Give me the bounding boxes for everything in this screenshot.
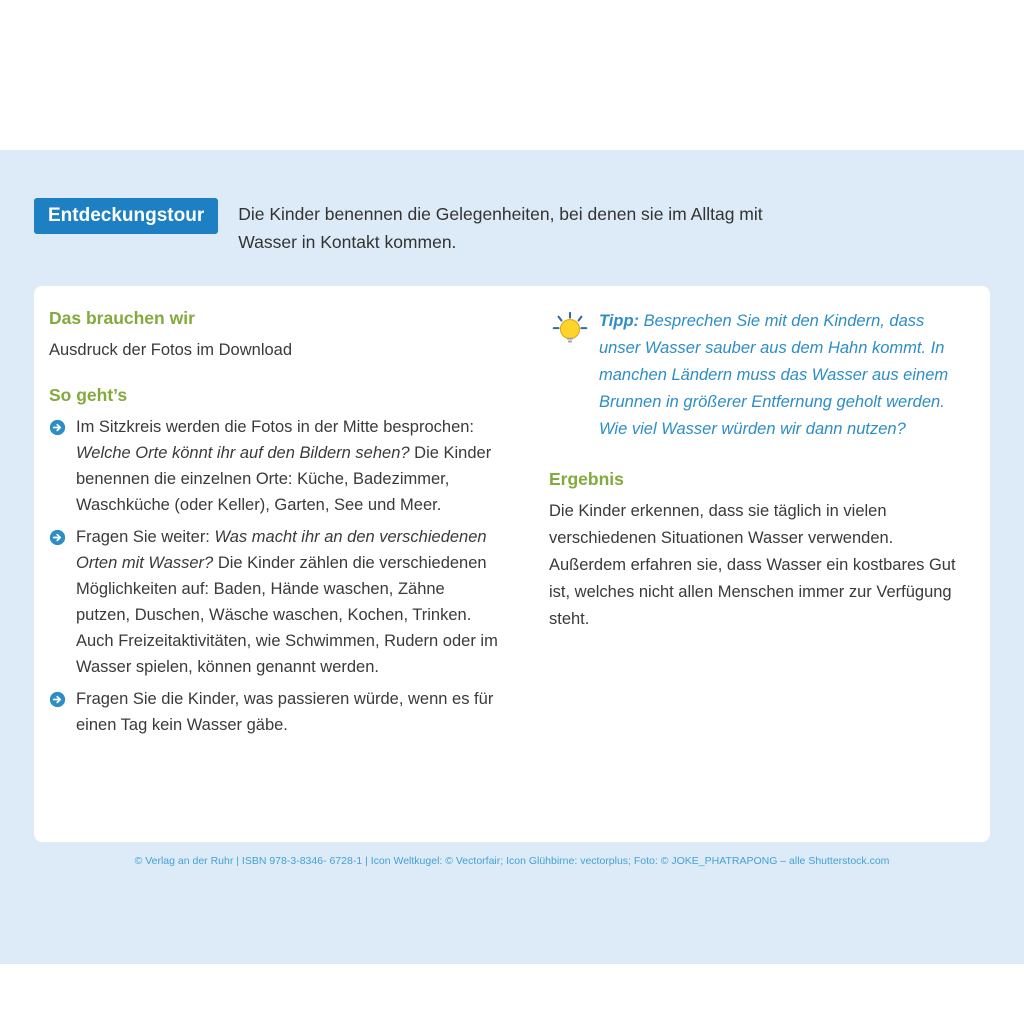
section-badge: Entdeckungstour	[34, 198, 218, 234]
steps-title: So geht’s	[49, 385, 128, 405]
arrow-circle-icon	[49, 419, 66, 436]
arrow-circle-icon	[49, 691, 66, 708]
intro-text: Die Kinder benennen die Gelegenheiten, bei denen sie im Alltag mit Wasser in Kontakt kommen.	[238, 204, 763, 252]
tip-body: Besprechen Sie mit den Kindern, dass unser Wasser sauber aus dem Hahn kommt. In manchen Ländern muss das Wasser aus einem Brunnen in größerer Entfernung geholt werden. Wie viel Wasser würden wir dann nutzen?	[599, 312, 949, 438]
step-text-normal: Die Kinder benennen die einzelnen Orte: Küche, Badezimmer, Waschküche (oder Keller), Garten, See und Meer.	[76, 444, 492, 514]
needs-text: Ausdruck der Fotos im Download	[49, 341, 293, 359]
right-column	[549, 308, 962, 816]
tip-text	[599, 308, 962, 443]
step-text-normal: Die Kinder zählen die verschiedenen Möglichkeiten auf: Baden, Hände waschen, Zähne putzen, Duschen, Wäsche waschen, Kochen, Trinken. Auch Freizeitaktivitäten, wie Schwimmen, Rudern oder im Wasser spielen, können genannt werden.	[76, 554, 498, 676]
step-item	[49, 414, 501, 518]
step-text-normal: Fragen Sie die Kinder, was passieren würde, wenn es für einen Tag kein Wasser gäbe.	[76, 690, 494, 734]
step-text	[76, 524, 501, 680]
header	[34, 198, 990, 256]
step-text-question: Was macht ihr an den verschiedenen Orten mit Wasser?	[76, 528, 487, 572]
tip-box	[549, 308, 962, 443]
step-text	[76, 414, 501, 518]
content-panel	[0, 150, 1024, 964]
tip-label: Tipp:	[599, 312, 640, 330]
footer-credits: © Verlag an der Ruhr | ISBN 978-3-8346- 6728-1 | Icon Weltkugel: © Vectorfair; Icon Glühbirne: vectorplus; Foto: © JOKE_PHATRAPONG – alle Shutterstock.com	[134, 855, 890, 867]
step-text-question: Welche Orte könnt ihr auf den Bildern sehen?	[76, 444, 410, 462]
needs-title: Das brauchen wir	[49, 308, 195, 328]
step-item	[49, 524, 501, 680]
step-text-normal: Im Sitzkreis werden die Fotos in der Mitte besprochen:	[76, 418, 475, 436]
left-column	[49, 308, 501, 816]
step-text	[76, 686, 501, 738]
step-item	[49, 686, 501, 738]
result-title: Ergebnis	[549, 469, 624, 489]
content-card	[34, 286, 990, 842]
result-text: Die Kinder erkennen, dass sie täglich in vielen verschiedenen Situationen Wasser verwenden. Außerdem erfahren sie, dass Wasser ein kostbares Gut ist, welches nicht allen Menschen immer zur Verfügung steht.	[549, 502, 956, 628]
arrow-circle-icon	[49, 529, 66, 546]
lightbulb-icon	[549, 310, 591, 352]
step-text-normal: Fragen Sie weiter:	[76, 528, 215, 546]
